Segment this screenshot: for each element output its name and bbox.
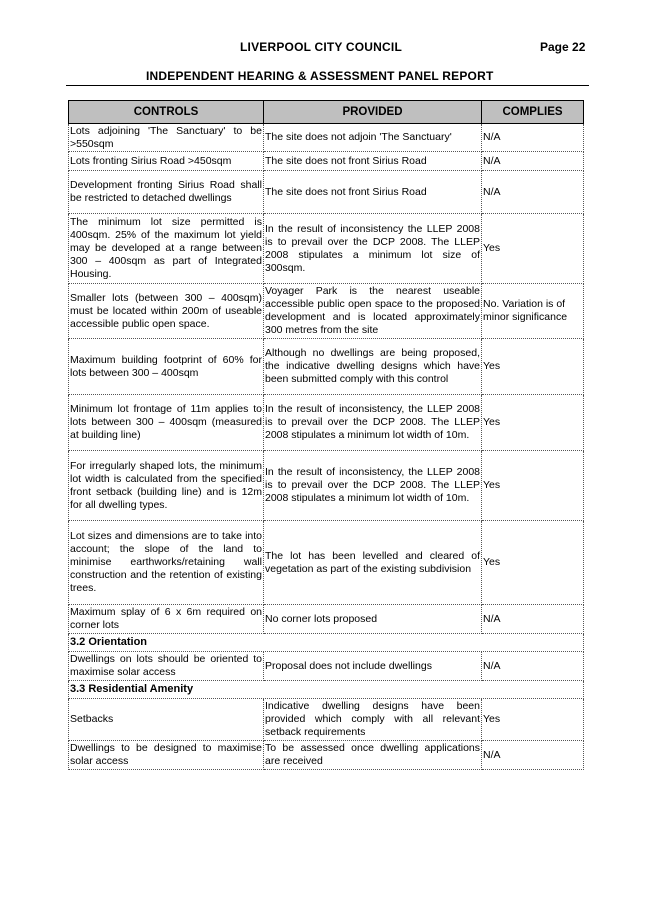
table-row <box>69 171 584 214</box>
table-row <box>69 741 584 770</box>
complies-cell: N/A <box>482 152 584 171</box>
section-heading-orientation: 3.2 Orientation <box>69 634 584 652</box>
table-row <box>69 284 584 339</box>
controls-table <box>68 100 584 770</box>
provided-cell: The lot has been levelled and cleared of vegetation as part of the existing subdivision <box>264 521 482 605</box>
page-number: Page 22 <box>540 40 586 54</box>
provided-cell: Voyager Park is the nearest useable accessible public open space to the proposed development and is located approximately 300 metres from the site <box>264 284 482 339</box>
complies-cell: N/A <box>482 652 584 681</box>
provided-cell: Indicative dwelling designs have been provided which comply with all relevant setback requirements <box>264 699 482 741</box>
complies-cell: N/A <box>482 124 584 152</box>
control-cell: Setbacks <box>69 699 264 741</box>
complies-cell: Yes <box>482 521 584 605</box>
provided-cell: The site does not front Sirius Road <box>264 171 482 214</box>
provided-cell: Proposal does not include dwellings <box>264 652 482 681</box>
section-heading-residential-amenity: 3.3 Residential Amenity <box>69 681 584 699</box>
column-header-complies: COMPLIES <box>482 101 584 124</box>
table-row <box>69 605 584 634</box>
table-row <box>69 214 584 284</box>
table-row <box>69 124 584 152</box>
control-cell: Lots fronting Sirius Road >450sqm <box>69 152 264 171</box>
table-row <box>69 339 584 395</box>
section-row <box>69 634 584 652</box>
provided-cell: In the result of inconsistency the LLEP 2008 is to prevail over the DCP 2008. The LLEP 2008 stipulates a minimum lot size of 300sqm. <box>264 214 482 284</box>
table-row <box>69 699 584 741</box>
header-rule <box>66 85 589 86</box>
column-header-controls: CONTROLS <box>69 101 264 124</box>
complies-cell: Yes <box>482 451 584 521</box>
council-name: LIVERPOOL CITY COUNCIL <box>240 40 402 54</box>
control-cell: Dwellings to be designed to maximise solar access <box>69 741 264 770</box>
control-cell: The minimum lot size permitted is 400sqm. 25% of the maximum lot yield may be developed at a range between 300 – 400sqm as part of Integrated Housing. <box>69 214 264 284</box>
table-row <box>69 395 584 451</box>
complies-cell: N/A <box>482 171 584 214</box>
complies-cell: N/A <box>482 741 584 770</box>
provided-cell: In the result of inconsistency, the LLEP 2008 is to prevail over the DCP 2008. The LLEP 2008 stipulates a minimum lot width of 10m. <box>264 395 482 451</box>
provided-cell: The site does not adjoin 'The Sanctuary' <box>264 124 482 152</box>
provided-cell: In the result of inconsistency, the LLEP 2008 is to prevail over the DCP 2008. The LLEP 2008 stipulates a minimum lot width of 10m. <box>264 451 482 521</box>
provided-cell: Although no dwellings are being proposed, the indicative dwelling designs which have been submitted comply with this control <box>264 339 482 395</box>
control-cell: Smaller lots (between 300 – 400sqm) must be located within 200m of useable accessible public open space. <box>69 284 264 339</box>
control-cell: Minimum lot frontage of 11m applies to lots between 300 – 400sqm (measured at building line) <box>69 395 264 451</box>
control-cell: Development fronting Sirius Road shall be restricted to detached dwellings <box>69 171 264 214</box>
table-header-row <box>69 101 584 124</box>
control-cell: Lots adjoining 'The Sanctuary' to be >550sqm <box>70 124 262 150</box>
complies-cell: N/A <box>482 605 584 634</box>
report-title: INDEPENDENT HEARING & ASSESSMENT PANEL REPORT <box>146 69 494 83</box>
table-row <box>69 451 584 521</box>
control-cell: For irregularly shaped lots, the minimum lot width is calculated from the specified front setback (building line) and is 12m for all dwelling types. <box>69 451 264 521</box>
table-row <box>69 652 584 681</box>
column-header-provided: PROVIDED <box>264 101 482 124</box>
control-cell: Maximum building footprint of 60% for lots between 300 – 400sqm <box>69 339 264 395</box>
provided-cell: To be assessed once dwelling applications are received <box>264 741 482 770</box>
complies-cell: No. Variation is of minor significance <box>482 284 584 339</box>
table-row <box>69 152 584 171</box>
provided-cell: The site does not front Sirius Road <box>264 152 482 171</box>
control-cell: Dwellings on lots should be oriented to maximise solar access <box>69 652 264 681</box>
complies-cell: Yes <box>482 395 584 451</box>
section-row <box>69 681 584 699</box>
provided-cell: No corner lots proposed <box>264 605 482 634</box>
complies-cell: Yes <box>482 214 584 284</box>
control-cell: Maximum splay of 6 x 6m required on corner lots <box>69 605 264 634</box>
control-cell: Lot sizes and dimensions are to take into account; the slope of the land to minimise earthworks/retaining wall construction and the retention of existing trees. <box>69 521 264 605</box>
table-row <box>69 521 584 605</box>
complies-cell: Yes <box>482 339 584 395</box>
complies-cell: Yes <box>482 699 584 741</box>
